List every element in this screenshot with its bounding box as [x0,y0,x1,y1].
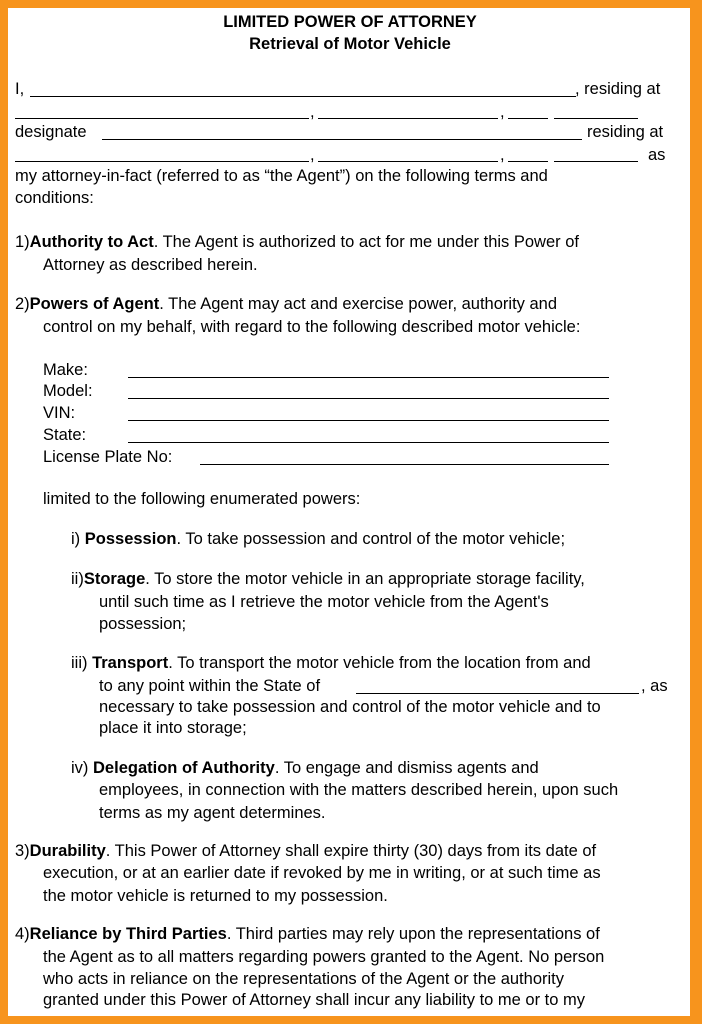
intro-residing-at-2: residing at [587,123,664,141]
principal-state-blank[interactable] [508,118,548,119]
section-1-line-a: 1)Authority to Act. The Agent is authorized to act for me under this Power of [15,233,579,251]
power-ii-line-a: ii)Storage. To store the motor vehicle in an appropriate storage facility, [71,570,585,588]
comma: , [310,103,315,121]
power-iv-heading: Delegation of Authority [93,759,275,777]
comma: , [500,103,505,121]
principal-address-blank[interactable] [15,118,309,119]
power-iv-number: iv) [71,759,89,777]
power-i-number: i) [71,530,81,548]
power-ii-line-c: possession; [99,615,187,633]
section-3-line-c: the motor vehicle is returned to my possession. [43,887,388,905]
power-iii-line-d: place it into storage; [99,719,247,737]
section-4-heading: Reliance by Third Parties [29,925,227,943]
agent-name-blank[interactable] [102,139,582,140]
license-plate-label: License Plate No: [43,448,173,466]
section-2-number: 2) [15,295,30,313]
principal-city-blank[interactable] [318,118,498,119]
document-page [8,8,690,1016]
limited-powers-line: limited to the following enumerated powers: [43,490,361,508]
power-iv-line-c: terms as my agent determines. [99,804,326,822]
agent-city-blank[interactable] [318,161,498,162]
section-3-number: 3) [15,842,30,860]
agent-state-blank[interactable] [508,161,548,162]
agent-address-blank[interactable] [15,161,309,162]
section-1-line-b: Attorney as described herein. [43,256,258,274]
intro-as: as [648,146,666,164]
section-3-line-b: execution, or at an earlier date if revoked by me in writing, or at such time as [43,864,601,882]
principal-name-blank[interactable] [30,96,576,97]
document-title: LIMITED POWER OF ATTORNEY [223,13,477,31]
power-iv-line-a: iv) Delegation of Authority. To engage and dismiss agents and [71,759,539,777]
intro-i-label: I, [15,80,25,98]
intro-conditions-line: conditions: [15,189,94,207]
section-2-line-a: 2)Powers of Agent. The Agent may act and exercise power, authority and [15,295,558,313]
power-iv-line-b: employees, in connection with the matters described herein, upon such [99,781,619,799]
vin-blank[interactable] [128,420,609,421]
comma: , [310,146,315,164]
principal-zip-blank[interactable] [554,118,638,119]
license-plate-blank[interactable] [200,464,609,465]
section-4-line-c: who acts in reliance on the representations of the Agent or the authority [43,970,564,988]
power-iii-line-a: iii) Transport. To transport the motor vehicle from the location from and [71,654,591,672]
section-4-number: 4) [15,925,30,943]
document-subtitle: Retrieval of Motor Vehicle [249,35,451,53]
state-label: State: [43,426,87,444]
power-iii-heading: Transport [92,654,169,672]
vin-label: VIN: [43,404,76,422]
intro-attorney-line: my attorney-in-fact (referred to as “the Agent”) on the following terms and [15,167,548,185]
agent-zip-blank[interactable] [554,161,638,162]
power-iii-line-b: to any point within the State of [99,677,321,695]
section-1-number: 1) [15,233,30,251]
intro-designate: designate [15,123,87,141]
section-2-line-b: control on my behalf, with regard to the following described motor vehicle: [43,318,581,336]
power-iii-line-c: necessary to take possession and control of the motor vehicle and to [99,698,601,716]
power-iii-number: iii) [71,654,88,672]
section-1-heading: Authority to Act [29,233,154,251]
power-ii-line-b: until such time as I retrieve the motor vehicle from the Agent's [99,593,549,611]
state-blank[interactable] [128,442,609,443]
power-ii-number: ii) [71,570,84,588]
make-label: Make: [43,361,88,379]
power-i-heading: Possession [84,530,177,548]
intro-residing-at-1: , residing at [575,80,661,98]
transport-state-blank[interactable] [356,693,639,694]
make-blank[interactable] [128,377,609,378]
section-4-line-d: granted under this Power of Attorney shall incur any liability to me or to my [43,991,586,1009]
section-3-line-a: 3)Durability. This Power of Attorney shall expire thirty (30) days from its date of [15,842,597,860]
section-3-heading: Durability [29,842,106,860]
section-2-heading: Powers of Agent [29,295,160,313]
section-4-line-b: the Agent as to all matters regarding powers granted to the Agent. No person [43,948,605,966]
power-ii-heading: Storage [83,570,146,588]
comma: , [500,146,505,164]
section-4-line-a: 4)Reliance by Third Parties. Third parties may rely upon the representations of [15,925,600,943]
model-blank[interactable] [128,398,609,399]
model-label: Model: [43,382,93,400]
power-i-line: i) Possession. To take possession and control of the motor vehicle; [71,530,566,548]
power-iii-line-b-end: , as [641,677,668,695]
